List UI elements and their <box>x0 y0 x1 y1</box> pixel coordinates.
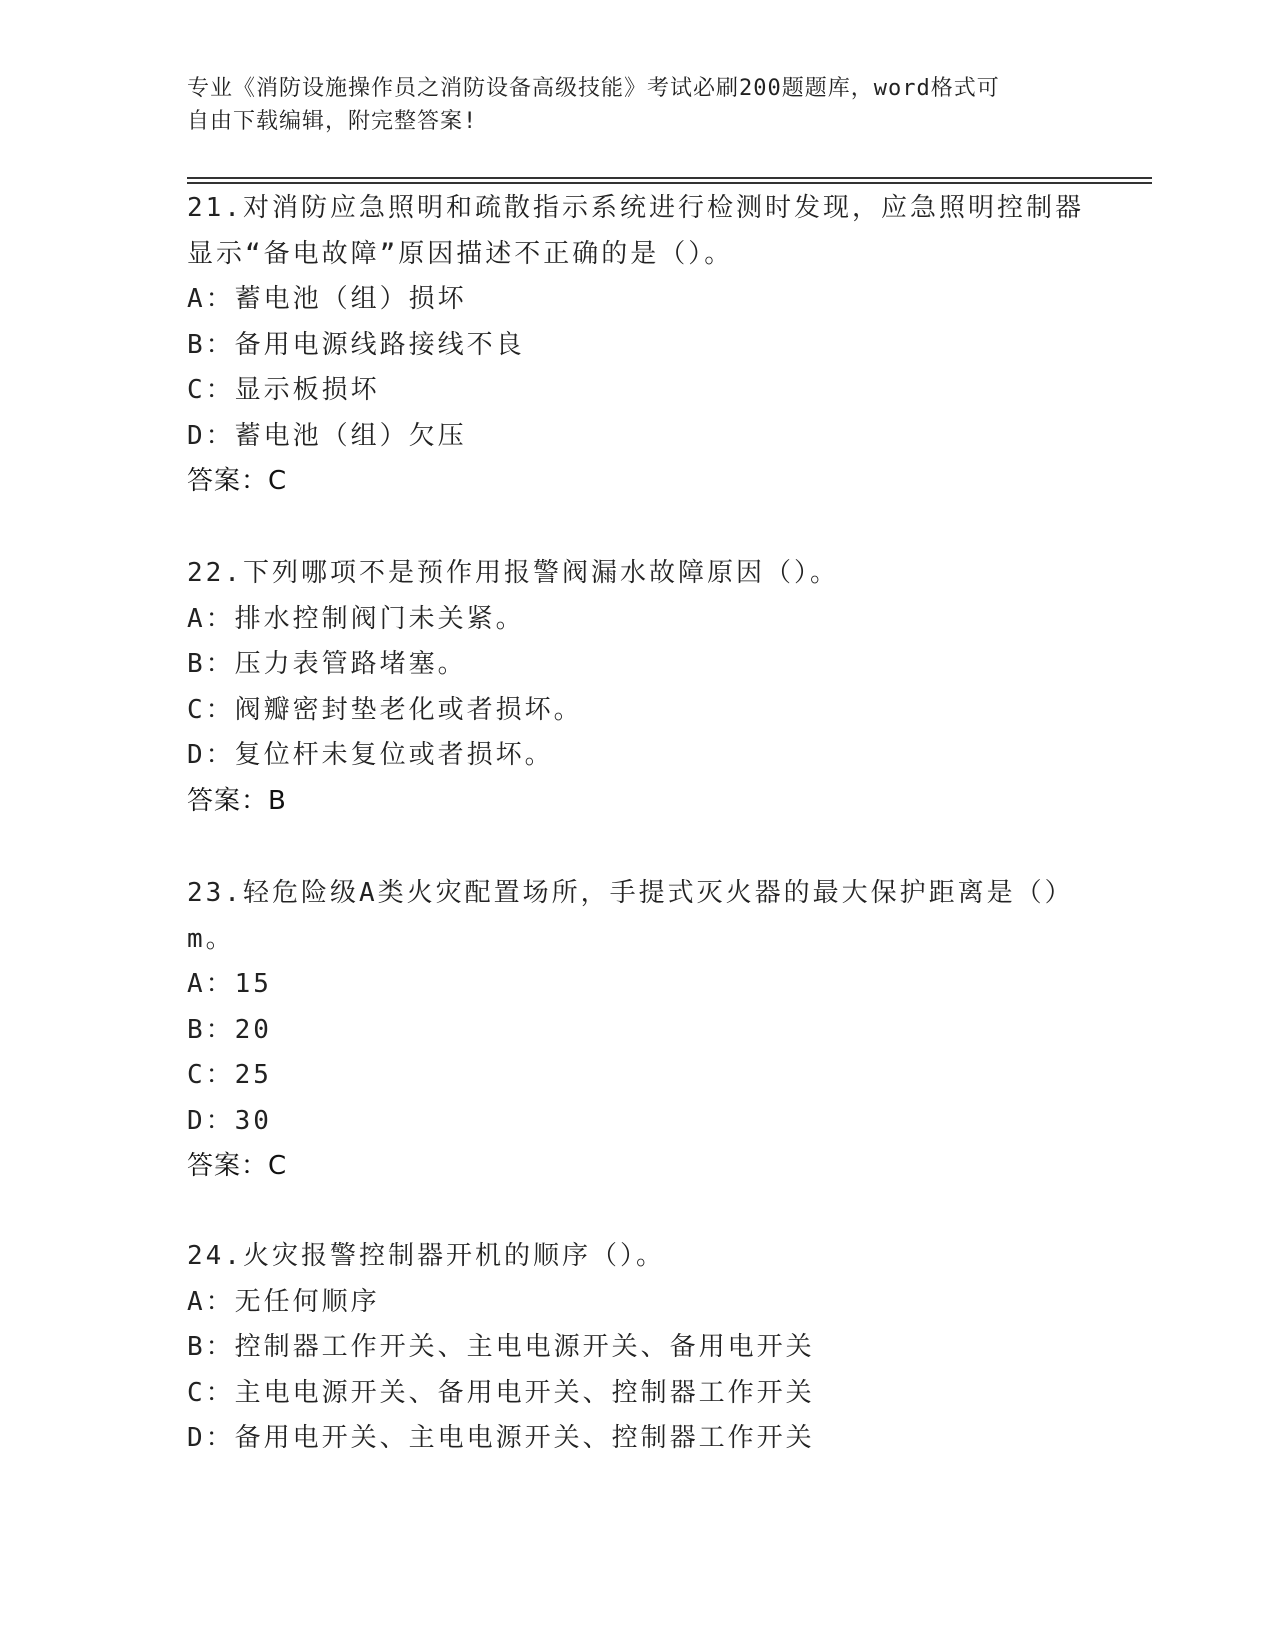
option-b: B：备用电源线路接线不良 <box>187 329 525 360</box>
option-d: D：30 <box>187 1105 272 1136</box>
option-c: C：显示板损坏 <box>187 375 380 405</box>
header-divider-bottom <box>187 182 1152 184</box>
question-24 <box>187 1234 1087 1462</box>
question-22 <box>187 551 1087 824</box>
header-line-2: 自由下载编辑，附完整答案! <box>187 109 478 134</box>
answer: 答案：C <box>187 1151 288 1181</box>
option-d: D：复位杆未复位或者损坏。 <box>187 740 554 770</box>
question-23 <box>187 871 1087 1190</box>
document-header <box>187 72 1087 138</box>
question-stem: 21.对消防应急照明和疏散指示系统进行检测时发现，应急照明控制器 <box>187 193 1084 223</box>
header-line-1: 专业《消防设施操作员之消防设备高级技能》考试必刷200题题库，word格式可 <box>187 76 1000 101</box>
question-stem: 24.火灾报警控制器开机的顺序（）。 <box>187 1241 665 1271</box>
option-b: B：20 <box>187 1014 272 1045</box>
answer: 答案：B <box>187 785 287 816</box>
question-stem: 23.轻危险级A类火灾配置场所，手提式灭火器的最大保护距离是（） <box>187 878 1074 908</box>
option-c: C：阀瓣密封垫老化或者损坏。 <box>187 694 583 725</box>
question-stem-continued: 显示“备电故障”原因描述不正确的是（）。 <box>187 238 734 269</box>
option-c: C：主电电源开关、备用电开关、控制器工作开关 <box>187 1377 815 1408</box>
option-b: B：控制器工作开关、主电电源开关、备用电开关 <box>187 1332 815 1362</box>
option-c: C：25 <box>187 1060 272 1090</box>
answer: 答案：C <box>187 466 288 496</box>
header-divider-top <box>187 177 1152 179</box>
question-stem-continued: m。 <box>187 923 235 954</box>
option-d: D：备用电开关、主电电源开关、控制器工作开关 <box>187 1423 815 1453</box>
option-b: B：压力表管路堵塞。 <box>187 649 467 679</box>
option-a: A：排水控制阀门未关紧。 <box>187 603 525 634</box>
option-a: A：蓄电池（组）损坏 <box>187 284 467 314</box>
question-21 <box>187 186 1087 505</box>
option-a: A：15 <box>187 969 272 999</box>
option-a: A：无任何顺序 <box>187 1286 380 1317</box>
question-stem: 22.下列哪项不是预作用报警阀漏水故障原因（）。 <box>187 558 839 588</box>
option-d: D：蓄电池（组）欠压 <box>187 420 467 451</box>
